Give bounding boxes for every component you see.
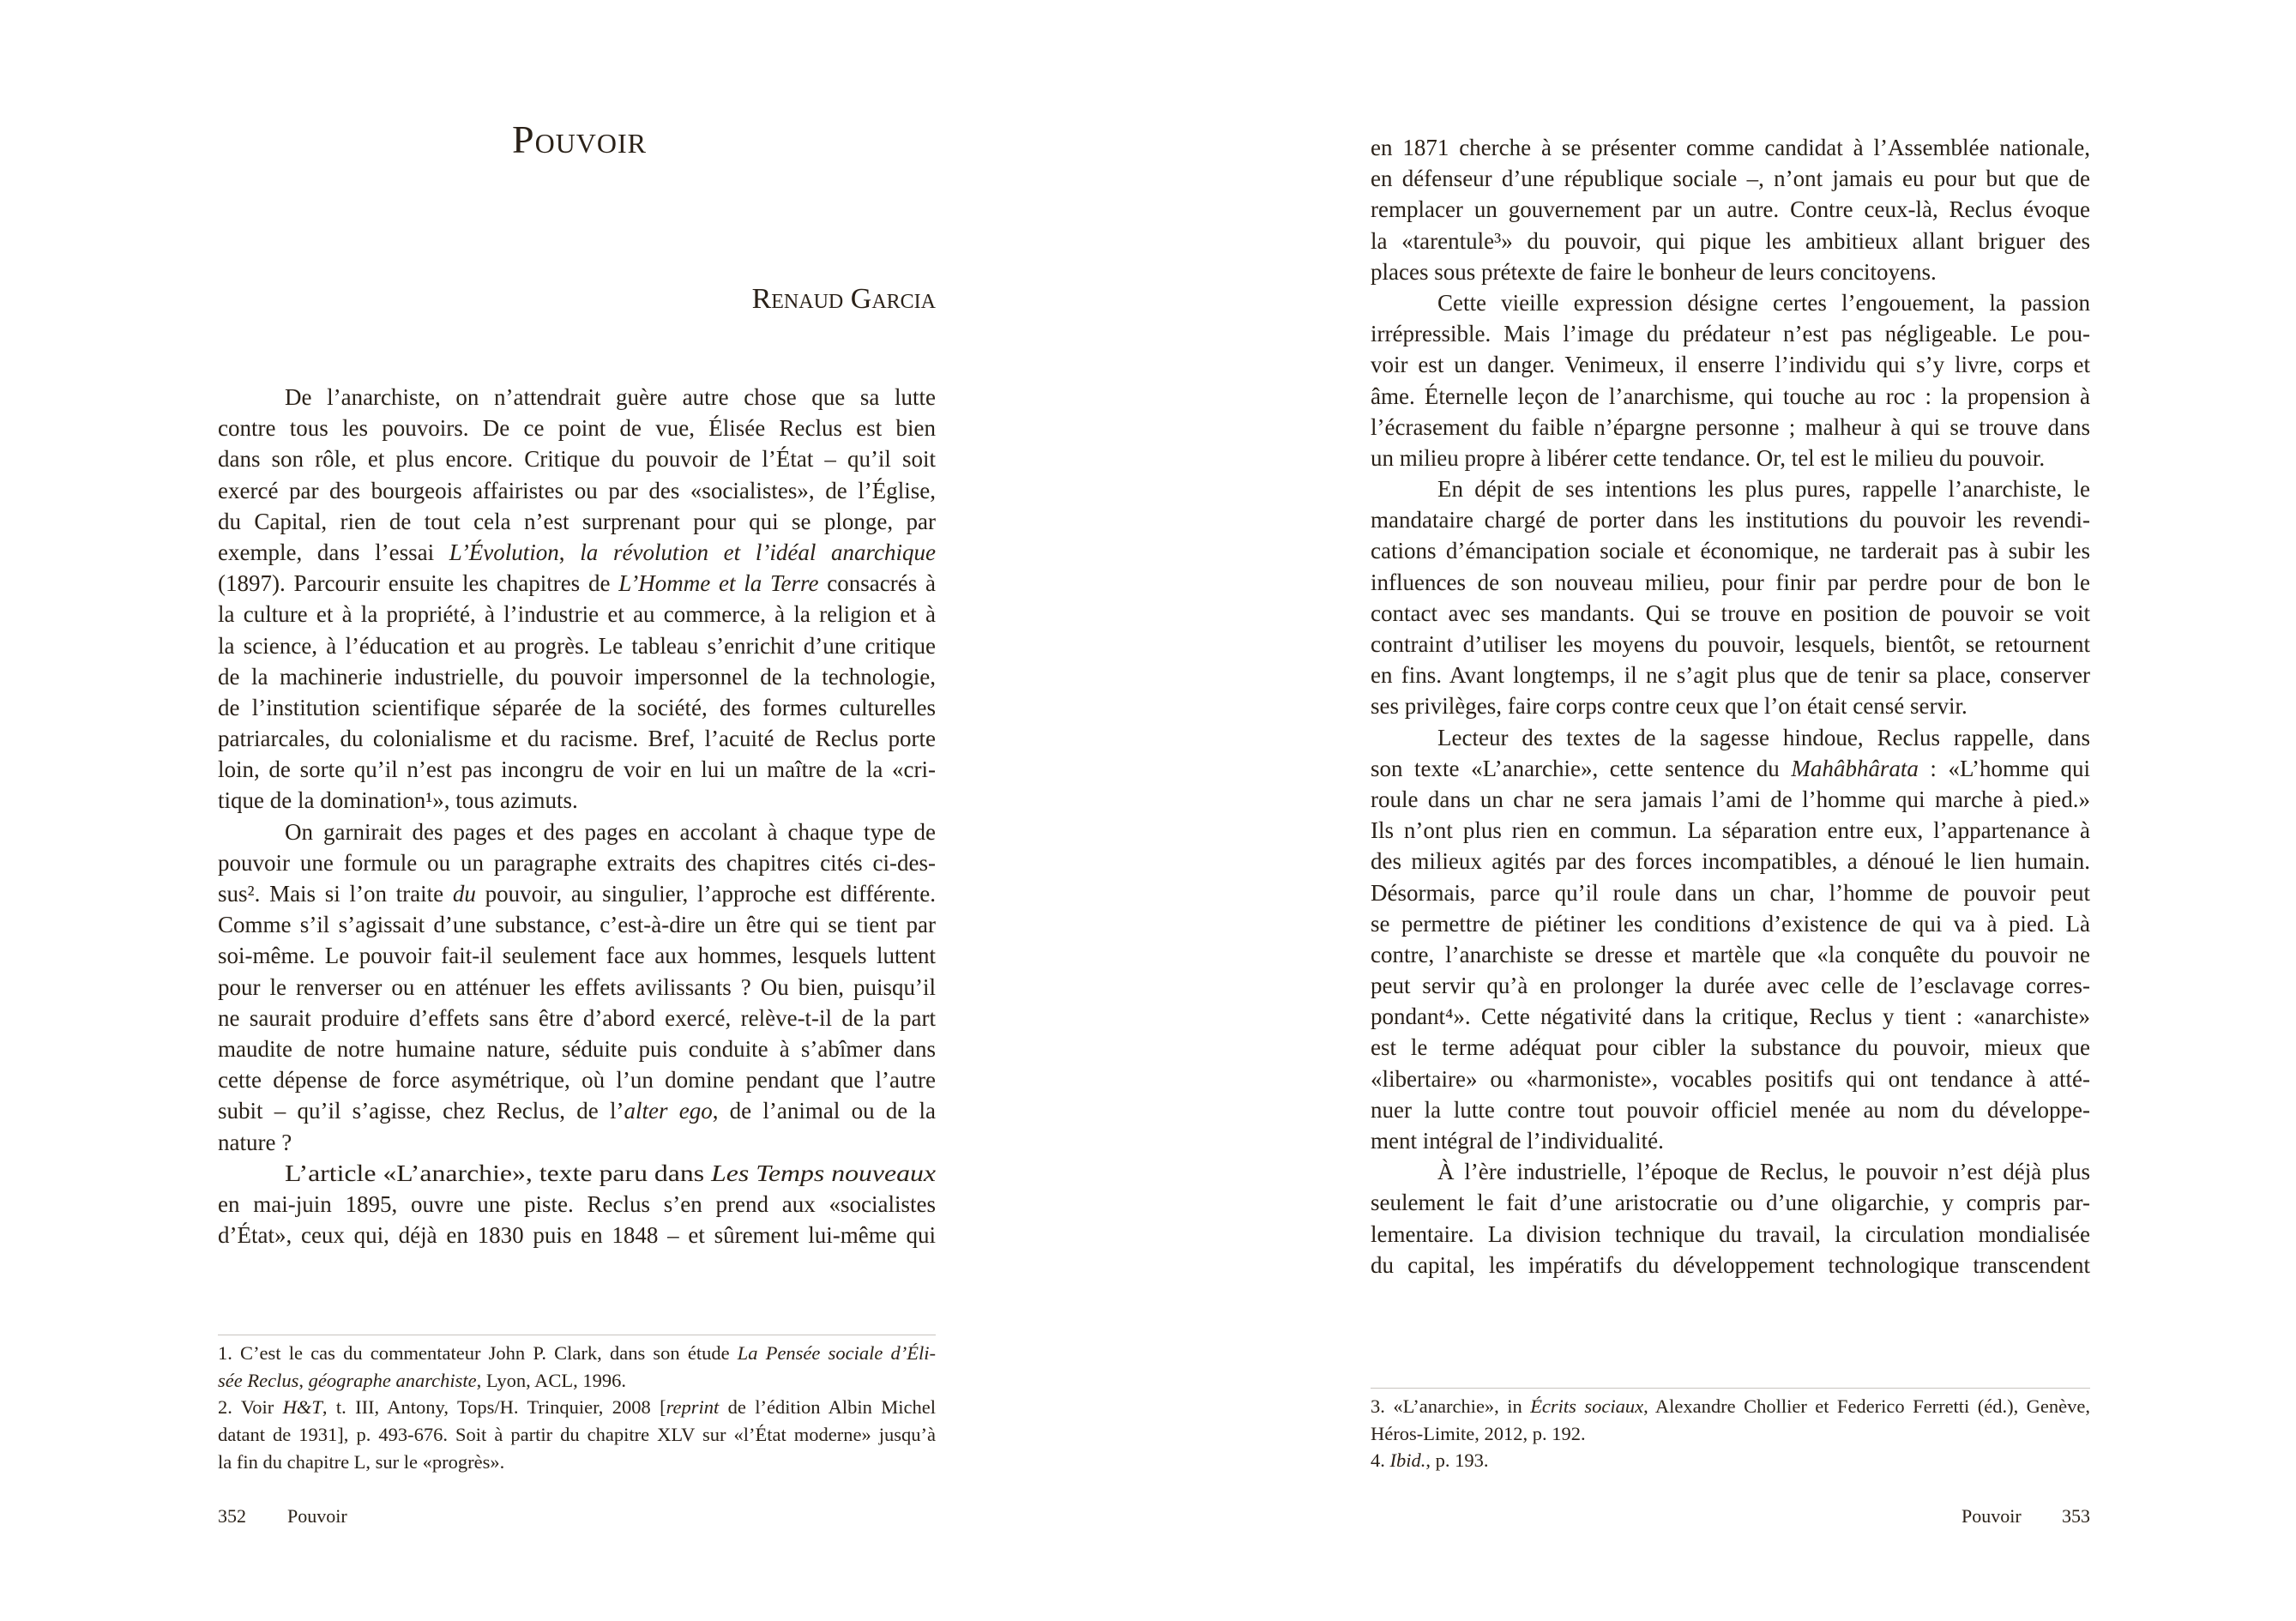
text-segment: son texte «L’anarchie», cette sentence du [1371,755,1792,781]
italic-segment: H&T [282,1396,322,1419]
text-segment: datant de 1931], p. 493-676. Soit à partir du chapitre XLV sur «l’État moderne» jusqu’à [218,1424,936,1446]
text-segment: À l’ère industrielle, l’époque de Reclus, le pouvoir n’est déjà plus [1437,1159,2090,1185]
text-segment: roule dans un char ne sera jamais l’ami de l’homme qui marche à pied.» [1371,786,2090,812]
left-folio: 352 [218,1505,246,1527]
text-line [1371,1094,2090,1125]
text-line [218,909,936,940]
text-segment: la fin du chapitre L, sur le «progrès». [218,1450,505,1473]
text-line [218,568,936,599]
text-segment: ses privilèges, faire corps contre ceux que l’on était censé servir. [1371,693,1968,720]
text-line [1371,815,2090,846]
italic-segment: Mahâbhârata [1791,755,1919,781]
text-line [1371,1064,2090,1094]
text-segment: On garnirait des pages et des pages en accolant à chaque type de [285,818,936,845]
text-line [1371,349,2090,380]
text-segment: nature ? [218,1129,292,1155]
text-line [218,972,936,1003]
footnote-rule [1371,1388,2090,1389]
text-line [1371,1420,2090,1448]
text-line [218,940,936,971]
text-segment: , de l’animal ou de la [712,1098,937,1124]
text-segment: en mai-juin 1895, ouvre une piste. Reclus s’en prend aux «socialistes [218,1190,936,1217]
text-line [218,443,936,474]
text-line [218,1367,936,1395]
text-line [1371,1393,2090,1420]
text-segment: 3. «L’anarchie», in [1371,1395,1531,1417]
text-segment: , Lyon, ACL, 1996. [476,1369,626,1391]
text-segment: la «tarentule³» du pouvoir, qui pique les ambitieux allant briguer des [1371,227,2090,254]
text-segment: voir est un danger. Venimeux, il enserre l’individu qui s’y livre, corps et [1371,352,2090,378]
text-line [1371,226,2090,256]
text-line [1371,256,2090,287]
text-segment: d’État», ceux qui, déjà en 1830 puis en 1848 – et sûrement lui-même qui [218,1222,936,1249]
text-line [218,537,936,568]
text-segment: la science, à l’éducation et au progrès. Le tableau s’enrichit d’une critique [218,632,936,659]
text-line [1371,318,2090,349]
text-line [218,1189,936,1220]
text-line [218,1220,936,1250]
text-line [1371,412,2090,443]
text-line [1371,629,2090,660]
text-line [1371,381,2090,412]
text-segment: un milieu propre à libérer cette tendance. Or, tel est le milieu du pouvoir. [1371,444,2046,471]
text-line [218,630,936,661]
italic-segment: du [452,881,476,907]
text-segment: De l’anarchiste, on n’attendrait guère autre chose que sa lutte [285,384,936,410]
text-segment: , p. 193. [1425,1449,1489,1472]
text-segment: loin, de sorte qu’il n’est pas incongru de voir en lui un maître de la «cri- [218,756,936,783]
italic-segment: L’Homme et la Terre [618,570,819,597]
text-line [218,692,936,723]
text-line [218,1340,936,1367]
text-line [1371,690,2090,721]
text-line [1371,753,2090,784]
text-segment: soi-même. Le pouvoir fait-il seulement face aux hommes, lesquels luttent [218,943,936,969]
italic-segment: Écrits sociaux [1530,1395,1644,1417]
text-segment: contact avec ses mandants. Qui se trouve en position de pouvoir se voit [1371,600,2090,626]
text-segment: (1897). Parcourir ensuite les chapitres de [218,570,619,597]
text-line [218,754,936,785]
text-segment: , [298,1369,309,1391]
text-line [1371,132,2090,163]
text-line [1371,660,2090,690]
text-line [1371,567,2090,598]
italic-segment: La Pensée sociale d’Éli- [737,1342,936,1364]
text-line [218,1394,936,1421]
text-segment: de l’édition Albin Michel [719,1396,936,1419]
text-segment: du capital, les impératifs du développement technologique transcendent [1371,1251,2090,1278]
text-segment: Comme s’il s’agissait d’une substance, c’est-à-dire un être qui se tient par [218,912,936,938]
text-line [218,1127,936,1158]
text-segment: contre, l’anarchiste se dresse et martèle que «la conquête du pouvoir ne [1371,941,2090,967]
text-line [218,1095,936,1126]
text-segment: mandataire chargé de porter dans les institutions du pouvoir les revendi- [1371,507,2090,533]
text-segment: pouvoir, au singulier, l’approche est différente. [475,881,937,907]
right-page-footnotes [1371,1393,2090,1474]
text-line [218,382,936,413]
text-line [1371,846,2090,877]
text-segment: 2. Voir [218,1396,283,1419]
text-line [1371,443,2090,473]
text-segment: pondant⁴». Cette négativité dans la critique, Reclus y tient : «anarchiste» [1371,1003,2090,1030]
text-line [1371,1219,2090,1250]
text-line [1371,598,2090,629]
italic-segment: géographe anarchiste [308,1369,477,1391]
right-running-head: Pouvoir [1962,1505,2022,1527]
text-segment: ne saurait produire d’effets sans être d’abord exercé, relève-t-il de la part [218,1004,936,1031]
text-segment: en défenseur d’une république sociale –, n’ont jamais eu pour but que de [1371,166,2090,192]
text-line [218,1003,936,1033]
italic-segment: sée Reclus [218,1369,299,1391]
text-segment: , t. III, Antony, Tops/H. Trinquier, 2008 [ [322,1396,666,1419]
text-segment: : «L’homme qui [1918,755,2091,781]
right-page-body [1371,132,2090,1281]
text-segment: exemple, dans l’essai [218,539,449,565]
text-segment: du Capital, rien de tout cela n’est surprenant pour qui se plonge, par [218,508,936,534]
text-segment: l’écrasement du faible n’épargne personne ; malheur à qui se trouve dans [1371,413,2090,440]
text-segment: «libertaire» ou «harmoniste», vocables positifs qui ont tendance à atté- [1371,1065,2090,1092]
text-segment: ment intégral de l’individualité. [1371,1128,1664,1154]
left-running-head: Pouvoir [287,1505,347,1527]
text-segment: cette dépense de force asymétrique, où l’un domine pendant que l’autre [218,1067,936,1094]
text-line [218,1449,936,1476]
text-line [1371,1032,2090,1063]
text-segment: âme. Éternelle leçon de l’anarchisme, qui touche au roc : la propension à [1371,383,2090,409]
text-line [1371,504,2090,535]
text-line [218,785,936,816]
text-segment: seulement le fait d’une aristocratie ou d’une oligarchie, y compris par- [1371,1190,2090,1216]
text-line [218,599,936,630]
text-segment: de l’institution scientifique séparée de la société, des formes culturelles [218,694,936,720]
text-segment: places sous prétexte de faire le bonheur de leurs concitoyens. [1371,258,1937,285]
text-line [1371,194,2090,225]
text-segment: peut servir qu’à en prolonger la durée avec celle de l’esclavage corres- [1371,973,2090,999]
text-line [1371,970,2090,1001]
text-line [1371,287,2090,318]
text-line [1371,1187,2090,1218]
text-line [218,878,936,909]
text-segment: exercé par des bourgeois affairistes ou par des «socialistes», de l’Église, [218,477,936,503]
text-segment: L’article «L’anarchie», texte paru dans [285,1160,712,1186]
text-segment: contraint d’utiliser les moyens du pouvoir, lesquels, bientôt, se retournent [1371,631,2090,657]
text-segment: patriarcales, du colonialisme et du racisme. Bref, l’acuité de Reclus porte [218,726,936,752]
text-segment: 1. C’est le cas du commentateur John P. Clark, dans son étude [218,1342,738,1364]
text-segment: pour le renverser ou en atténuer les effets avilissants ? Ou bien, puisqu’il [218,973,936,1000]
text-line [1371,535,2090,566]
chapter-title: Pouvoir [512,118,648,161]
italic-segment: reprint [666,1396,720,1419]
text-line [218,506,936,537]
text-segment: remplacer un gouvernement par un autre. Contre ceux-là, Reclus évoque [1371,196,2090,223]
text-line [218,1064,936,1095]
text-segment: lementaire. La division technique du travail, la circulation mondialisée [1371,1220,2090,1247]
italic-segment: la révolution et l’idéal anarchique [580,539,937,565]
text-segment: cations d’émancipation sociale et économique, ne tarderait pas à subir les [1371,538,2090,564]
text-segment: , Alexandre Chollier et Federico Ferretti (éd.), Genève, [1643,1395,2090,1417]
text-line [1371,1250,2090,1281]
text-segment: subit – qu’il s’agisse, chez Reclus, de l’ [218,1098,624,1124]
text-line [1371,1001,2090,1032]
left-page-footnotes [218,1340,936,1475]
text-segment: irrépressible. Mais l’image du prédateur n’est pas négligeable. Le pou- [1371,321,2090,347]
left-page-body [218,382,936,1250]
text-line [218,413,936,443]
text-segment: est le terme adéquat pour cibler la substance du pouvoir, mieux que [1371,1034,2090,1061]
text-segment: Cette vieille expression désigne certes l’engouement, la passion [1437,289,2090,316]
text-line [218,847,936,878]
text-segment: dans son rôle, et plus encore. Critique du pouvoir de l’État – qu’il soit [218,446,936,473]
chapter-author: Renaud Garcia [751,283,936,315]
text-line [218,817,936,847]
text-segment: Lecteur des textes de la sagesse hindoue, Reclus rappelle, dans [1437,724,2090,750]
text-segment: en 1871 cherche à se présenter comme candidat à l’Assemblée nationale, [1371,135,2090,160]
text-segment: contre tous les pouvoirs. De ce point de vue, Élisée Reclus est bien [218,415,936,442]
text-segment: la culture et à la propriété, à l’industrie et au commerce, à la religion et à [218,601,936,628]
italic-segment: Ibid. [1389,1449,1426,1472]
text-line [1371,1447,2090,1474]
text-segment: tique de la domination¹», tous azimuts. [218,787,578,814]
text-segment: influences de son nouveau milieu, pour finir par perdre pour de bon le [1371,569,2090,595]
text-segment: des milieux agités par des forces incompatibles, a dénoué le lien humain. [1371,848,2090,875]
text-line [1371,1125,2090,1156]
text-line [218,661,936,692]
text-line [218,475,936,506]
text-segment: , [558,539,581,565]
text-segment: maudite de notre humaine nature, séduite puis conduite à s’abîmer dans [218,1035,936,1062]
text-line [1371,473,2090,504]
text-line [1371,163,2090,194]
italic-segment: L’Évolution [449,539,559,565]
text-segment: sus². Mais si l’on traite [218,881,453,907]
text-segment: de la machinerie industrielle, du pouvoir impersonnel de la technologie, [218,663,936,690]
text-segment: consacrés à [818,570,936,597]
text-segment: nuer la lutte contre tout pouvoir officiel menée au nom du développe- [1371,1096,2090,1123]
text-line [1371,1156,2090,1187]
text-segment: Désormais, parce qu’il roule dans un char, l’homme de pouvoir peut [1371,879,2090,906]
text-line [218,723,936,754]
text-segment: Ils n’ont plus rien en commun. La séparation entre eux, l’appartenance à [1371,817,2090,844]
text-segment: pouvoir une formule ou un paragraphe extraits des chapitres cités ci-des- [218,849,936,876]
text-line [218,1033,936,1064]
text-line [1371,939,2090,970]
text-segment: En dépit de ses intentions les plus pures, rappelle l’anarchiste, le [1437,476,2090,503]
text-segment: se permettre de piétiner les conditions d’existence de qui va à pied. Là [1371,910,2090,937]
text-segment: Héros-Limite, 2012, p. 192. [1371,1422,1586,1444]
text-line [1371,722,2090,753]
text-line [1371,908,2090,939]
right-folio: 353 [2062,1505,2090,1527]
text-line [1371,877,2090,908]
text-segment: en fins. Avant longtemps, il ne s’agit plus que de tenir sa place, conserver [1371,662,2090,689]
text-line [218,1421,936,1449]
text-line [1371,784,2090,815]
text-line [218,1158,936,1189]
italic-segment: Les Temps nouveaux [711,1160,936,1186]
text-segment: 4. [1371,1449,1390,1472]
italic-segment: alter ego [624,1098,713,1124]
